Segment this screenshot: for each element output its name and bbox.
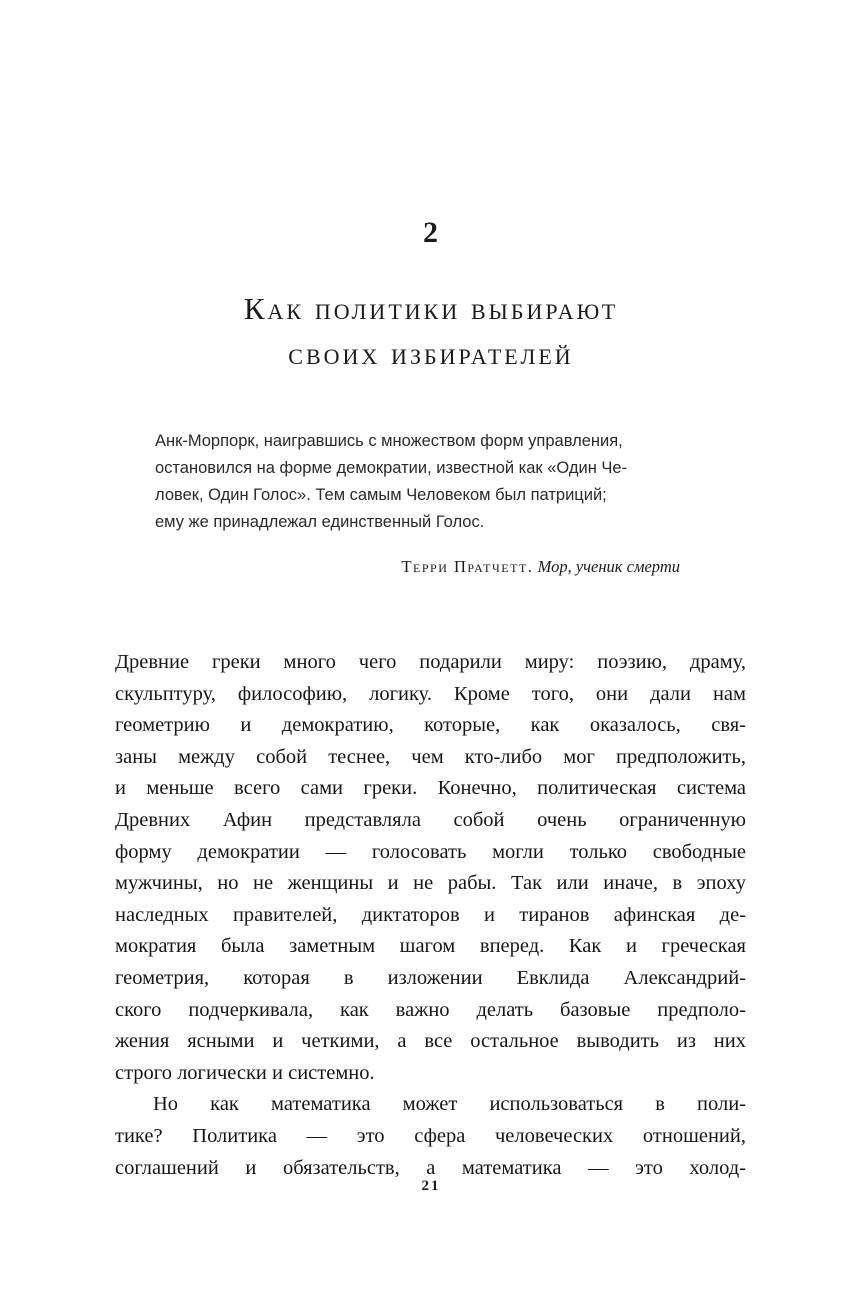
text-line: и меньше всего сами греки. Конечно, политическая система <box>115 777 746 800</box>
text-line: мократия была заметным шагом вперед. Как и греческая <box>115 935 746 958</box>
body-text <box>115 647 746 1184</box>
attribution-work: Мор, ученик смерти <box>537 557 680 576</box>
chapter-title-line-1: Как политики выбирают <box>243 291 619 326</box>
text-line: скульптуру, философию, логику. Кроме того, они дали нам <box>115 682 746 705</box>
text-line: геометрию и демократию, которые, как оказалось, свя- <box>115 714 746 737</box>
text-line: Древних Афин представляла собой очень ограниченную <box>115 808 746 831</box>
text-line: форму демократии — голосовать могли только свободные <box>115 840 746 863</box>
text-line: строго логически и системно. <box>115 1061 375 1084</box>
text-line: заны между собой теснее, чем кто-либо мог предположить, <box>115 745 746 768</box>
paragraph <box>115 647 746 1089</box>
text-line: Но как математика может использоваться в поли- <box>153 1093 746 1116</box>
text-line: жения ясными и четкими, а все остальное выводить из них <box>115 1030 746 1053</box>
epigraph-line: ловек, Один Голос». Тем самым Человеком был патриций; <box>155 486 607 504</box>
page-number: 21 <box>421 1178 441 1194</box>
text-line: ского подчеркивала, как важно делать базовые предполо- <box>115 998 746 1021</box>
text-line: мужчины, но не женщины и не рабы. Так или иначе, в эпоху <box>115 872 746 895</box>
epigraph-line: ему же принадлежал единственный Голос. <box>155 513 485 531</box>
chapter-number: 2 <box>423 216 439 249</box>
text-line: соглашений и обязательств, а математика — это холод- <box>115 1156 746 1179</box>
paragraph <box>115 1089 746 1184</box>
text-line: Древние греки много чего подарили миру: поэзию, драму, <box>115 651 746 673</box>
text-line: наследных правителей, диктаторов и тиранов афинская де- <box>115 903 746 926</box>
epigraph <box>155 428 712 580</box>
text-line: геометрия, которая в изложении Евклида Александрий- <box>115 966 746 989</box>
chapter-title-line-2: своих избирателей <box>288 336 574 371</box>
epigraph-attribution <box>155 553 712 580</box>
chapter-title <box>0 286 862 376</box>
text-line: тике? Политика — это сфера человеческих отношений, <box>115 1124 746 1147</box>
attribution-author: Терри Пратчетт. <box>401 557 534 576</box>
epigraph-lines <box>155 428 712 536</box>
epigraph-line: Анк-Морпорк, наигравшись с множеством форм управления, <box>155 432 623 450</box>
epigraph-line: остановился на форме демократии, известной как «Один Че- <box>155 459 628 477</box>
